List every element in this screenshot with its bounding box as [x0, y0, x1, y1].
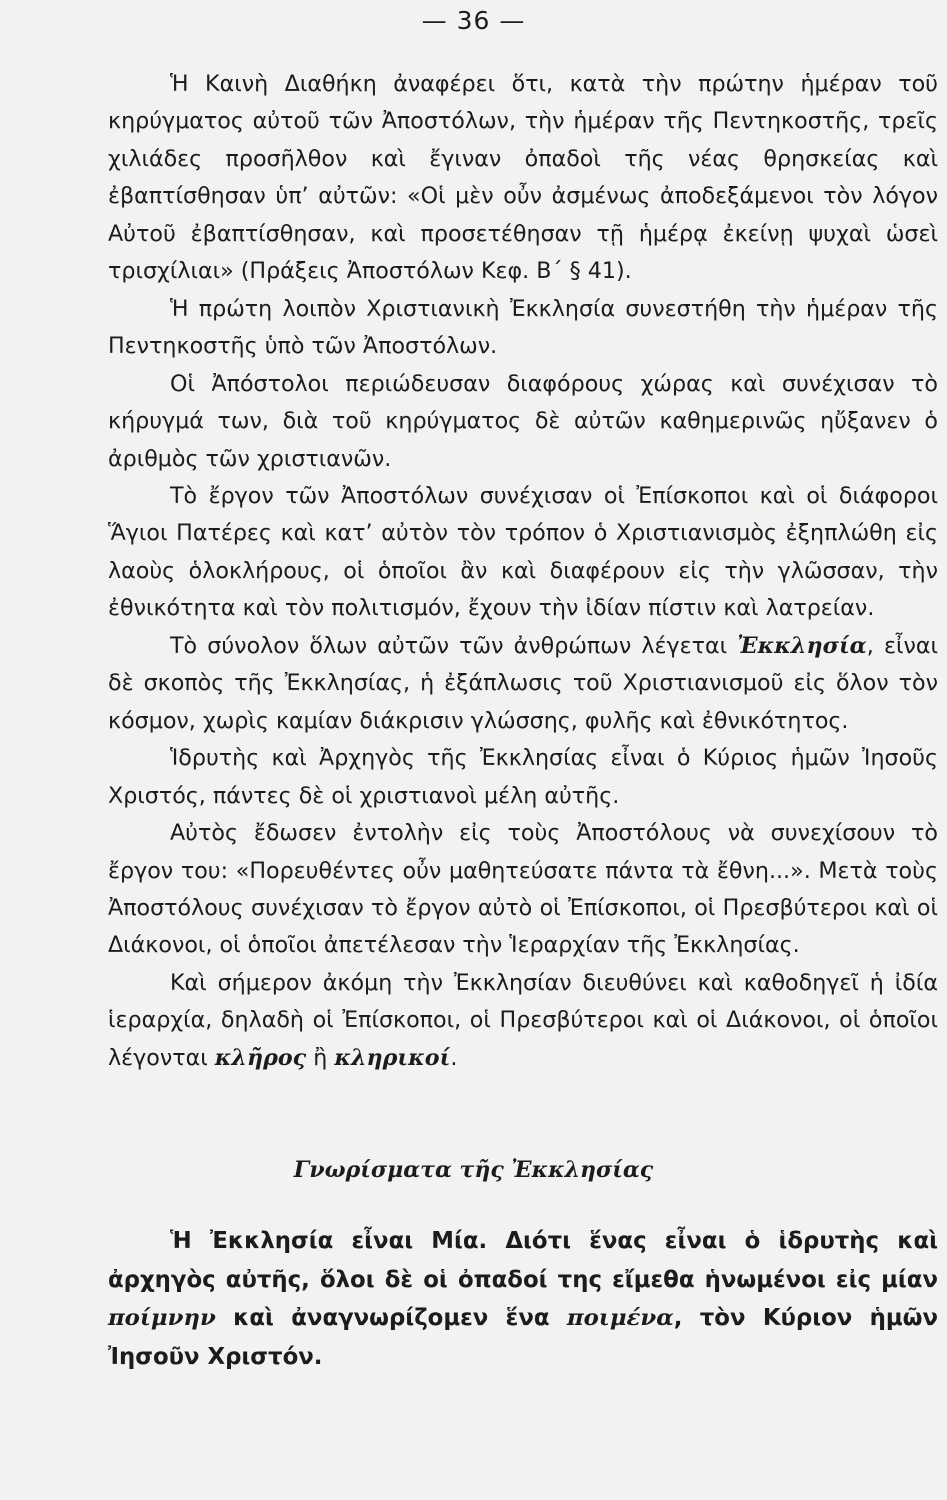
text-run: Ἡ πρώτη λοιπὸν Χριστιανικὴ Ἐκκλησία συνεστήθη τὴν ἡμέραν τῆς Πεντηκοστῆς ὑπὸ τῶν Ἀποστόλων. [108, 295, 938, 360]
text-run: Ἡ Ἐκκλησία εἶναι Μία. Διότι ἕνας εἶναι ὁ ἱδρυτὴς καὶ ἀρχηγὸς αὐτῆς, ὅλοι δὲ οἱ ὀπαδοί της εἴμεθα ἡνωμένοι εἰς μίαν [108, 1228, 938, 1293]
text-run: , εἶναι δὲ σκοπὸς τῆς Ἐκκλησίας, ἡ ἐξάπλωσις τοῦ Χριστιανισμοῦ εἰς ὅλον τὸν κόσμον, χωρὶς καμίαν διάκρισιν γλώσσης, φυλῆς καὶ ἐθνικότητος. [108, 632, 938, 734]
paragraph [108, 291, 938, 366]
text-run: Αὐτὸς ἔδωσεν ἐντολὴν εἰς τοὺς Ἀποστόλους νὰ συνεχίσουν τὸ ἔργον του: «Πορευθέντες οὖν μαθητεύσατε πάντα τὰ ἔθνη...». Μετὰ τοὺς Ἀποστόλους συνέχισαν τὸ ἔργον αὐτὸ οἱ Ἐπίσκοποι, οἱ Πρεσβύτεροι καὶ οἱ Διάκονοι, οἱ ὁποῖοι ἀπετέλεσαν τὴν Ἱεραρχίαν τῆς Ἐκκλησίας. [108, 820, 938, 959]
final-paragraph [108, 1222, 938, 1376]
paragraph [108, 366, 938, 478]
emphasized-term: ποίμνην [108, 1305, 216, 1331]
paragraph [108, 628, 938, 740]
page-number: — 36 — [421, 6, 526, 35]
text-run: καὶ ἀναγνωρίζομεν ἕνα [215, 1305, 567, 1331]
emphasized-term: κληρικοί [334, 1044, 451, 1071]
final-text [108, 1222, 938, 1376]
paragraph [108, 965, 938, 1077]
text-run: Ἡ Καινὴ Διαθήκη ἀναφέρει ὅτι, κατὰ τὴν πρώτην ἡμέραν τοῦ κηρύγματος αὐτοῦ τῶν Ἀποστόλων, τὴν ἡμέραν τῆς Πεντηκοστῆς, τρεῖς χιλιάδες προσῆλθον καὶ ἔγιναν ὀπαδοὶ τῆς νέας θρησκείας καὶ ἐβαπτίσθησαν ὑπ’ αὐτῶν: «Οἱ μὲν οὖν ἀσμένως ἀποδεξάμενοι τὸν λόγον Αὐτοῦ ἐβαπτίσθησαν, καὶ προσετέθησαν τῇ ἡμέρᾳ ἐκείνῃ ψυχαὶ ὡσεὶ τρισχίλιαι» (Πράξεις Ἀποστόλων Κεφ. Β΄ § 41). [108, 71, 938, 285]
paragraph [108, 740, 938, 815]
paragraph [108, 478, 938, 628]
section-heading: Γνωρίσματα τῆς Ἐκκλησίας [293, 1157, 654, 1183]
emphasized-term: ποιμένα [566, 1305, 674, 1331]
text-run: Οἱ Ἀπόστολοι περιώδευσαν διαφόρους χώρας καὶ συνέχισαν τὸ κήρυγμά των, διὰ τοῦ κηρύγματος δὲ αὐτῶν καθημερινῶς ηὔξανεν ὁ ἀριθμὸς τῶν χριστιανῶν. [108, 370, 938, 472]
text-run: Ἱδρυτὴς καὶ Ἀρχηγὸς τῆς Ἐκκλησίας εἶναι ὁ Κύριος ἡμῶν Ἰησοῦς Χριστός, πάντες δὲ οἱ χριστιανοὶ μέλη αὐτῆς. [108, 745, 938, 809]
text-run: Τὸ ἔργον τῶν Ἀποστόλων συνέχισαν οἱ Ἐπίσκοποι καὶ οἱ διάφοροι Ἅγιοι Πατέρες καὶ κατ’ αὐτὸν τὸν τρόπον ὁ Χριστιανισμὸς ἐξηπλώθη εἰς λαοὺς ὁλοκλήρους, οἱ ὁποῖοι ἂν καὶ διαφέρουν εἰς τὴν γλῶσσαν, τὴν ἐθνικότητα καὶ τὸν πολιτισμόν, ἔχουν τὴν ἰδίαν πίστιν καὶ λατρείαν. [108, 482, 938, 622]
text-run: Καὶ σήμερον ἀκόμη τὴν Ἐκκλησίαν διευθύνει καὶ καθοδηγεῖ ἡ ἰδία ἱεραρχία, δηλαδὴ οἱ Ἐπίσκοποι, οἱ Πρεσβύτεροι καὶ οἱ Διάκονοι, οἱ ὁποῖοι λέγονται [108, 969, 938, 1071]
body-text [108, 66, 938, 1077]
emphasized-term: Ἐκκλησία [737, 632, 867, 659]
text-run: Τὸ σύνολον ὅλων αὐτῶν τῶν ἀνθρώπων λέγεται [170, 632, 738, 659]
paragraph [108, 66, 938, 291]
text-run: ἢ [306, 1044, 335, 1071]
emphasized-term: κλῆρος [214, 1044, 307, 1071]
text-run: . [450, 1044, 458, 1071]
text-run: , τὸν Κύριον ἡμῶν Ἰησοῦν Χριστόν. [108, 1305, 938, 1370]
paragraph [108, 815, 938, 965]
